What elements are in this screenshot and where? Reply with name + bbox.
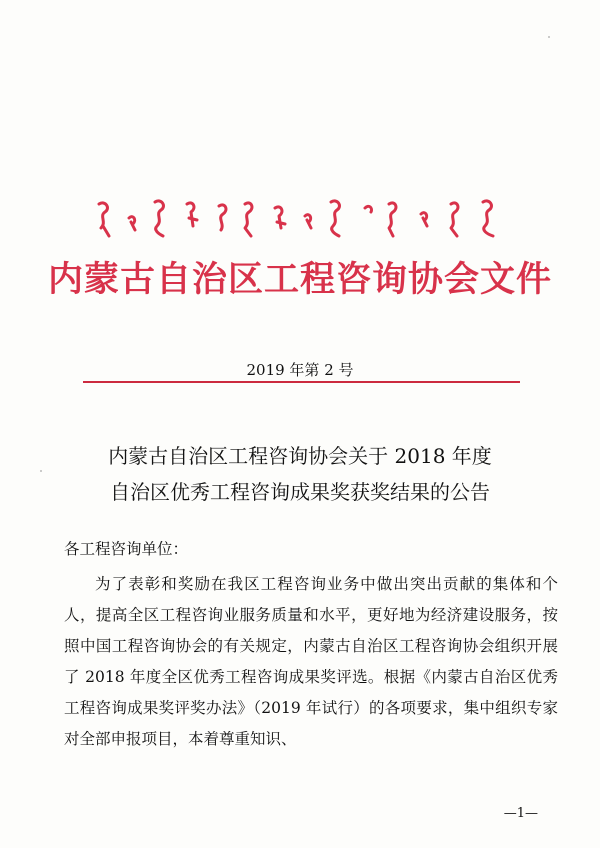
scan-speck — [40, 470, 42, 472]
scan-speck — [548, 36, 550, 38]
body-paragraph: 为了表彰和奖励在我区工程咨询业务中做出突出贡献的集体和个人，提高全区工程咨询业服务质量和水平，更好地为经济建设服务，按照中国工程咨询协会的有关规定，内蒙古自治区工程咨询协会组织开展了 2018 年度全区优秀工程咨询成果奖评选。根据《内蒙古自治区优秀工程咨询成果奖评奖办法》（2019 年试行）的各项要求，集中组织专家对全部申报项目，本着尊重知识、 — [64, 575, 558, 748]
organization-title: 内蒙古自治区工程咨询协会文件 — [47, 260, 552, 300]
salutation: 各工程咨询单位： — [64, 540, 189, 558]
mongolian-script-header — [95, 196, 515, 242]
notice-title-line-1: 内蒙古自治区工程咨询协会关于 2018 年度 — [108, 444, 492, 468]
notice-title-line-2: 自治区优秀工程咨询成果奖获奖结果的公告 — [110, 480, 490, 504]
page-number: —1— — [503, 806, 538, 821]
document-number: 2019 年第 2 号 — [246, 361, 354, 379]
red-divider-line — [83, 381, 520, 383]
